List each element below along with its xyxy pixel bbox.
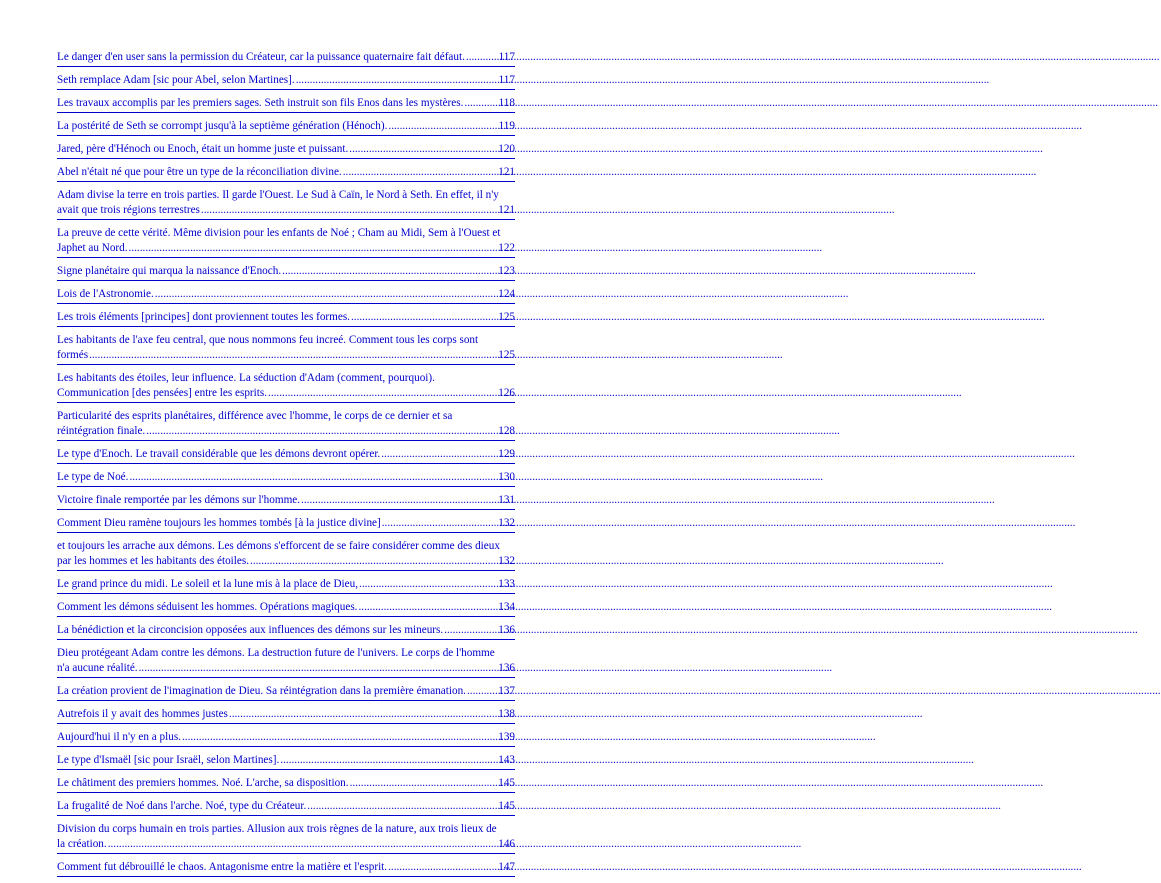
page-number[interactable]: 138 <box>498 708 515 720</box>
toc-entry[interactable] <box>57 50 515 67</box>
toc-entry-text: Le châtiment des premiers hommes. Noé. L'arche, sa disposition. <box>57 777 349 789</box>
dot-leader <box>350 776 498 791</box>
toc-entry-text: formés <box>57 349 89 361</box>
toc-entry-text: Comment les démons séduisent les hommes. Opérations magiques. <box>57 601 358 613</box>
dot-leader <box>146 424 497 439</box>
dot-leader <box>388 119 497 134</box>
toc-entry[interactable] <box>57 753 515 770</box>
toc-entry[interactable] <box>57 707 515 724</box>
dot-leader <box>467 684 497 699</box>
page-number[interactable]: 130 <box>498 471 515 483</box>
dot-leader <box>108 837 498 852</box>
toc-entry[interactable] <box>57 860 515 877</box>
toc-entry[interactable] <box>57 371 515 403</box>
toc-entry-text: Aujourd'hui il n'y en a plus. <box>57 731 181 743</box>
dot-leader <box>201 203 497 218</box>
dot-leader <box>466 50 498 65</box>
toc-entry-text: Les habitants des étoiles, leur influence. La séduction d'Adam (comment, pourquoi). <box>57 372 435 384</box>
toc-entry-text: La postérité de Seth se corrompt jusqu'à la septième génération (Hénoch). <box>57 120 388 132</box>
toc-entry[interactable] <box>57 310 515 327</box>
toc-entry-text: Le type d'Ismaël [sic pour Israël, selon Martines]. <box>57 754 280 766</box>
dot-leader <box>358 600 497 615</box>
toc-entry-text: Autrefois il y avait des hommes justes <box>57 708 228 720</box>
dot-leader <box>307 799 497 814</box>
dot-leader <box>382 516 497 531</box>
dot-leader <box>359 577 497 592</box>
toc-entry[interactable] <box>57 822 515 854</box>
page-number[interactable]: 128 <box>498 425 515 437</box>
toc-entry[interactable] <box>57 493 515 510</box>
toc-entry[interactable] <box>57 684 515 701</box>
page-number[interactable]: 131 <box>498 494 515 506</box>
toc-entry-text: Dieu protégeant Adam contre les démons. La destruction future de l'univers. Le corps de l'homme <box>57 647 495 659</box>
toc-entry[interactable] <box>57 539 515 571</box>
dot-leader <box>268 386 497 401</box>
toc-entry[interactable] <box>57 516 515 533</box>
dot-leader <box>250 554 497 569</box>
toc-entry-text: Les travaux accomplis par les premiers sages. Seth instruit son fils Enos dans les mystères. <box>57 97 464 109</box>
page-number[interactable]: 121 <box>498 204 515 216</box>
dot-leader <box>129 241 498 256</box>
page-number[interactable]: 132 <box>498 555 515 567</box>
page-number[interactable]: 143 <box>498 754 515 766</box>
toc-entry-text: La preuve de cette vérité. Même division pour les enfants de Noé ; Cham au Midi, Sem à l'Ouest et <box>57 227 501 239</box>
page-number[interactable]: 122 <box>498 242 515 254</box>
toc-entry[interactable] <box>57 409 515 441</box>
page-number[interactable]: 124 <box>498 288 515 300</box>
dot-leader <box>444 623 497 638</box>
toc-entry-text: Le danger d'en user sans la permission du Créateur, car la puissance quaternaire fait défaut. <box>57 51 465 63</box>
toc-entry-text: Japhet au Nord. <box>57 242 128 254</box>
toc-entry-text: Signe planétaire qui marqua la naissance d'Enoch. <box>57 265 282 277</box>
table-of-contents <box>57 50 515 883</box>
toc-entry[interactable] <box>57 646 515 678</box>
toc-entry-text: Jared, père d'Hénoch ou Enoch, était un homme juste et puissant. <box>57 143 349 155</box>
dot-leader <box>229 707 497 722</box>
dot-leader <box>349 142 497 157</box>
toc-entry-text: Les trois éléments [principes] dont proviennent toutes les formes. <box>57 311 350 323</box>
toc-entry[interactable] <box>57 447 515 464</box>
dot-leader <box>282 264 497 279</box>
page-number[interactable]: 117 <box>498 74 515 86</box>
page-number[interactable]: 123 <box>498 265 515 277</box>
toc-entry-text: Lois de l'Astronomie. <box>57 288 154 300</box>
toc-entry[interactable] <box>57 287 515 304</box>
dot-leader <box>464 96 497 111</box>
dot-leader <box>280 753 497 768</box>
dot-leader <box>351 310 497 325</box>
toc-entry-text: la création. <box>57 838 107 850</box>
toc-entry[interactable] <box>57 799 515 816</box>
toc-entry[interactable] <box>57 73 515 90</box>
toc-entry[interactable] <box>57 470 515 487</box>
toc-entry[interactable] <box>57 776 515 793</box>
dot-leader <box>155 287 497 302</box>
page-number[interactable]: 145 <box>498 800 515 812</box>
toc-entry[interactable] <box>57 600 515 617</box>
toc-entry[interactable] <box>57 623 515 640</box>
toc-entry-text: Seth remplace Adam [sic pour Abel, selon Martines]. <box>57 74 295 86</box>
dot-leader <box>182 730 497 745</box>
page-number[interactable]: 118 <box>498 97 515 109</box>
toc-entry[interactable] <box>57 119 515 136</box>
toc-entry-text: Victoire finale remportée par les démons sur l'homme. <box>57 494 301 506</box>
page-number[interactable]: 139 <box>498 731 515 743</box>
toc-entry-text: Division du corps humain en trois parties. Allusion aux trois règnes de la nature, aux trois lieux de <box>57 823 497 835</box>
dot-leader <box>296 73 498 88</box>
toc-entry-text: Adam divise la terre en trois parties. Il garde l'Ouest. Le Sud à Caïn, le Nord à Seth. En effet, il n'y <box>57 189 499 201</box>
page-number[interactable]: 125 <box>498 311 515 323</box>
toc-entry-text: Particularité des esprits planétaires, différence avec l'homme, le corps de ce dernier et sa <box>57 410 453 422</box>
page-number[interactable]: 134 <box>498 601 515 613</box>
toc-entry-text: Comment Dieu ramène toujours les hommes tombés [à la justice divine] <box>57 517 381 529</box>
toc-entry[interactable] <box>57 226 515 258</box>
toc-entry-text: et toujours les arrache aux démons. Les démons s'efforcent de se faire considérer comme des dieux <box>57 540 500 552</box>
toc-entry-text: Communication [des pensées] entre les esprits. <box>57 387 268 399</box>
toc-entry[interactable] <box>57 577 515 594</box>
page-number[interactable]: 125 <box>498 349 515 361</box>
toc-entry[interactable] <box>57 264 515 281</box>
toc-entry[interactable] <box>57 142 515 159</box>
page-number[interactable]: 137 <box>498 685 515 697</box>
toc-entry-text: La création provient de l'imagination de Dieu. Sa réintégration dans la première émanation. <box>57 685 466 697</box>
toc-entry-text: réintégration finale. <box>57 425 146 437</box>
toc-entry[interactable] <box>57 730 515 747</box>
page-number[interactable]: 136 <box>498 624 515 636</box>
dot-leader <box>139 661 498 676</box>
dot-leader <box>381 447 497 462</box>
dot-leader <box>388 860 497 875</box>
toc-entry[interactable] <box>57 333 515 365</box>
page-number[interactable]: 121 <box>498 166 515 178</box>
toc-entry-text: avait que trois régions terrestres <box>57 204 200 216</box>
toc-entry-text: Le type d'Enoch. Le travail considérable que les démons devront opérer. <box>57 448 381 460</box>
toc-entry[interactable] <box>57 188 515 220</box>
toc-entry-text: Le grand prince du midi. Le soleil et la lune mis à la place de Dieu, <box>57 578 359 590</box>
toc-entry-text: Le type de Noé. <box>57 471 129 483</box>
dot-leader <box>129 470 497 485</box>
dot-leader <box>301 493 497 508</box>
dot-leader <box>89 348 497 363</box>
toc-entry-text: Abel n'était né que pour être un type de la réconciliation divine. <box>57 166 342 178</box>
page-number[interactable]: 129 <box>498 448 515 460</box>
toc-entry[interactable] <box>57 165 515 182</box>
toc-entry-text: La bénédiction et la circoncision opposées aux influences des démons sur les mineurs. <box>57 624 444 636</box>
page-number[interactable]: 120 <box>498 143 515 155</box>
page-number[interactable]: 136 <box>498 662 515 674</box>
toc-entry[interactable] <box>57 96 515 113</box>
page-number[interactable]: 132 <box>498 517 515 529</box>
toc-entry-text: n'a aucune réalité. <box>57 662 138 674</box>
page-number[interactable]: 145 <box>498 777 515 789</box>
page-number[interactable]: 126 <box>498 387 515 399</box>
page-number[interactable]: 119 <box>498 120 515 132</box>
page-number[interactable]: 117 <box>498 51 515 63</box>
page-number[interactable]: 147 <box>498 861 515 873</box>
page-number[interactable]: 146 <box>498 838 515 850</box>
dot-leader <box>343 165 498 180</box>
toc-entry-text: Les habitants de l'axe feu central, que nous nommons feu increé. Comment tous les corps sont <box>57 334 479 346</box>
page-number[interactable]: 133 <box>498 578 515 590</box>
toc-entry-text: La frugalité de Noé dans l'arche. Noé, type du Créateur. <box>57 800 307 812</box>
toc-entry-text: Comment fut débrouillé le chaos. Antagonisme entre la matière et l'esprit. <box>57 861 388 873</box>
toc-entry-text: par les hommes et les habitants des étoiles. <box>57 555 250 567</box>
